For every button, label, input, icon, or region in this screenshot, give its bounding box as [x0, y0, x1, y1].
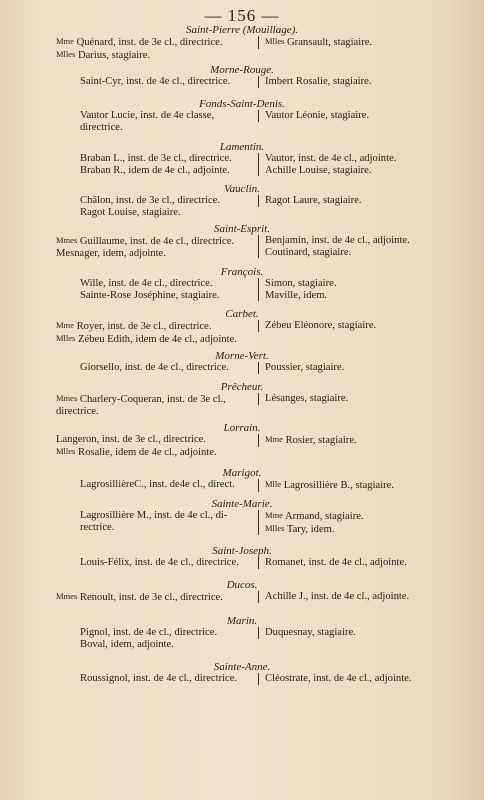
right-column [258, 362, 484, 374]
entry-text: Benjamin, inst. de 4e cl., adjointe. [265, 235, 410, 246]
entry-text: rectrice. [80, 521, 115, 533]
commune-heading: Fonds-Saint-Denis. [199, 98, 285, 110]
entries-row [0, 434, 484, 458]
right-entry [265, 247, 484, 259]
left-entry [56, 406, 258, 418]
commune-heading: Morne-Vert. [215, 350, 269, 362]
left-entry [80, 557, 258, 569]
entry-text: Quénard, inst. de 3e cl., directrice. [76, 37, 223, 48]
entries-row [0, 673, 484, 685]
entry-text: Vautor, inst. de 4e cl., adjointe. [265, 153, 397, 164]
entry-text: Mesnager, idem, adjointe. [56, 247, 166, 259]
commune-heading: Marigot. [222, 467, 262, 479]
entries-row [0, 557, 484, 569]
left-entry [56, 446, 258, 459]
entry-text: Louis-Félix, inst. de 4e cl., directrice. [80, 557, 239, 568]
right-column [258, 510, 484, 535]
entry-text: Sainte-Rose Joséphine, stagiaire. [80, 289, 220, 301]
left-entry [80, 278, 258, 290]
commune-section [0, 498, 484, 535]
commune-section [0, 308, 484, 345]
left-entry [80, 522, 258, 534]
right-entry [265, 36, 484, 49]
left-column [0, 195, 258, 218]
right-column [258, 557, 484, 569]
left-entry [80, 165, 258, 177]
right-entry [265, 393, 484, 405]
left-column [0, 320, 258, 345]
commune-heading: Saint-Joseph. [212, 545, 272, 557]
entry-text: Simon, stagiaire. [265, 278, 337, 289]
entries-row [0, 153, 484, 176]
right-column [258, 591, 484, 603]
entries-row [0, 195, 484, 218]
honorific-prefix: Mme [56, 320, 74, 330]
right-entry [265, 110, 484, 122]
entry-text: Royer, inst. de 3e cl., directrice. [76, 321, 212, 332]
commune-heading: Sainte-Anne. [213, 661, 271, 673]
entry-text: Saint-Cyr, inst. de 4e cl., directrice. [80, 76, 231, 87]
right-entry [265, 290, 484, 302]
entries-row [0, 479, 484, 492]
entries-row [0, 76, 484, 88]
right-entry [265, 320, 484, 332]
right-entry [265, 278, 484, 290]
entry-text: Renoult, inst. de 3e cl., directrice. [79, 592, 223, 603]
left-entry [56, 591, 258, 604]
left-entry [56, 333, 258, 346]
honorific-prefix: Mme [265, 434, 283, 444]
right-entry [265, 235, 484, 247]
entry-text: Achille J., inst. de 4e cl., adjointe. [265, 591, 410, 602]
commune-heading: Lorrain. [223, 422, 261, 434]
commune-heading: Carbet. [225, 308, 259, 320]
honorific-prefix: Mmes [56, 235, 78, 245]
entry-text: LagrosillièreC., inst. de4e cl., direct. [80, 479, 235, 490]
left-entry [80, 110, 258, 122]
commune-section [0, 467, 484, 492]
left-entry [56, 36, 258, 49]
left-column [0, 76, 258, 88]
entry-text: Charlery-Coqueran, inst. de 3e cl., [79, 394, 226, 405]
left-column [0, 673, 258, 685]
entry-text: Coutinard, stagiaire. [265, 246, 352, 258]
entry-text: Darius, stagiaire. [78, 49, 151, 61]
left-column [0, 393, 258, 417]
right-entry [265, 523, 484, 536]
right-entry [265, 76, 484, 88]
left-column [0, 36, 258, 61]
entry-text: Poussier, stagiaire. [265, 362, 345, 373]
commune-section [0, 422, 484, 458]
right-entry [265, 557, 484, 569]
right-entry [265, 434, 484, 447]
commune-section [0, 141, 484, 176]
left-column [0, 510, 258, 533]
commune-section [0, 579, 484, 604]
left-column [0, 434, 258, 458]
entries-row [0, 278, 484, 301]
entry-text: Zébeu Eléonore, stagiaire. [265, 320, 377, 331]
left-entry [80, 673, 258, 685]
left-entry [56, 248, 258, 260]
left-entry [80, 362, 258, 374]
left-entry [56, 393, 258, 406]
right-entry [265, 153, 484, 165]
left-column [0, 627, 258, 650]
commune-heading: Marin. [226, 615, 258, 627]
commune-heading: Vauclin. [224, 183, 260, 195]
left-entry [80, 122, 258, 134]
entry-text: Ragot Louise, stagiaire. [80, 206, 181, 218]
left-entry [80, 479, 258, 491]
entries-row [0, 110, 484, 133]
entry-text: Châlon, inst. de 3e cl., directrice. [80, 195, 221, 206]
left-entry [56, 434, 258, 446]
left-entry [80, 290, 258, 302]
right-column [258, 393, 484, 405]
commune-section [0, 381, 484, 417]
entry-text: Achille Louise, stagiaire. [265, 164, 372, 176]
left-entry [80, 153, 258, 165]
entry-text: Lagrosillière B., stagiaire. [283, 480, 395, 491]
entry-text: Armand, stagiaire. [285, 511, 364, 522]
page-number: — 156 — [204, 6, 280, 25]
right-column [258, 278, 484, 301]
left-column [0, 110, 258, 133]
commune-section [0, 350, 484, 374]
entry-text: Pignol, inst. de 4e cl., directrice. [80, 627, 218, 638]
entry-text: Guillaume, inst. de 4e cl., directrice. [79, 236, 235, 247]
commune-heading: Ducos. [226, 579, 258, 591]
honorific-prefix: Mlles [56, 445, 76, 456]
left-entry [80, 195, 258, 207]
right-column [258, 479, 484, 492]
commune-section [0, 24, 484, 61]
honorific-prefix: Mlle [265, 479, 282, 489]
entry-text: Braban L., inst. de 3e cl., directrice. [80, 153, 232, 164]
entry-text: Giorsello, inst. de 4e cl., directrice. [80, 362, 229, 373]
entry-text: Wille, inst. de 4e cl., directrice. [80, 278, 213, 289]
right-entry [265, 591, 484, 603]
entries-row [0, 362, 484, 374]
right-column [258, 627, 484, 639]
entry-text: Roussignol, inst. de 4e cl., directrice. [80, 673, 238, 684]
right-entry [265, 195, 484, 207]
entry-text: Zébeu Edith, idem de 4e cl., adjointe. [78, 333, 237, 345]
entry-text: Lagrosillière M., inst. de 4e cl., di- [80, 510, 228, 521]
right-entry [265, 627, 484, 639]
right-entry [265, 165, 484, 177]
entry-text: Vautor Lucie, inst. de 4e classe, [80, 110, 215, 121]
left-column [0, 479, 258, 491]
entry-text: Rosier, stagiaire. [285, 435, 357, 446]
commune-heading: Saint-Esprit. [214, 223, 270, 235]
right-column [258, 673, 484, 685]
entry-text: Tary, idem. [286, 523, 335, 535]
entry-text: directrice. [56, 405, 99, 417]
left-entry [80, 510, 258, 522]
left-column [0, 153, 258, 176]
commune-heading: Saint-Pierre (Mouillage). [185, 24, 298, 36]
commune-heading: Lamentin. [219, 141, 265, 153]
entry-text: Rosalie, idem de 4e cl., adjointe. [78, 446, 217, 458]
right-entry [265, 673, 484, 685]
right-column [258, 36, 484, 49]
honorific-prefix: Mlles [56, 332, 76, 343]
left-entry [80, 207, 258, 219]
commune-section [0, 183, 484, 218]
right-column [258, 195, 484, 207]
left-column [0, 557, 258, 569]
entries-row [0, 627, 484, 650]
left-column [0, 235, 258, 259]
commune-section [0, 98, 484, 133]
right-column [258, 320, 484, 332]
entries-row [0, 591, 484, 604]
entry-text: Romanet, inst. de 4e cl., adjointe. [265, 557, 407, 568]
honorific-prefix: Mme [56, 36, 74, 46]
honorific-prefix: Mme [265, 510, 283, 520]
commune-section [0, 266, 484, 301]
right-column [258, 110, 484, 122]
entry-text: directrice. [80, 121, 123, 133]
commune-heading: Sainte-Marie. [211, 498, 273, 510]
left-column [0, 362, 258, 374]
honorific-prefix: Mlles [265, 36, 285, 46]
honorific-prefix: Mlles [56, 48, 76, 59]
entry-text: Cléostrate, inst. de 4e cl., adjointe. [265, 673, 412, 684]
right-entry [265, 362, 484, 374]
commune-section [0, 64, 484, 88]
left-entry [56, 235, 258, 248]
honorific-prefix: Mmes [56, 591, 78, 601]
honorific-prefix: Mlles [265, 522, 285, 533]
entries-row [0, 235, 484, 259]
entry-text: Vautor Léonie, stagiaire. [265, 110, 370, 121]
entry-text: Duquesnay, stagiaire. [265, 627, 356, 638]
right-column [258, 434, 484, 447]
commune-section [0, 661, 484, 685]
right-column [258, 153, 484, 176]
entry-text: Ragot Laure, stagiaire. [265, 195, 362, 206]
left-entry [80, 627, 258, 639]
commune-section [0, 223, 484, 259]
left-entry [56, 320, 258, 333]
entries-row [0, 320, 484, 345]
entry-text: Lésanges, stagiaire. [265, 393, 349, 404]
entry-text: Maville, idem. [265, 289, 328, 301]
entries-row [0, 393, 484, 417]
left-column [0, 278, 258, 301]
left-entry [80, 76, 258, 88]
commune-heading: Morne-Rouge. [210, 64, 274, 76]
commune-section [0, 615, 484, 650]
commune-heading: Prêcheur. [220, 381, 264, 393]
entry-text: Boval, idem, adjointe. [80, 638, 174, 650]
entry-text: Gransault, stagiaire. [287, 37, 373, 48]
entries-row [0, 36, 484, 61]
right-column [258, 235, 484, 258]
left-entry [56, 49, 258, 62]
entries-row [0, 510, 484, 535]
entry-text: Langeron, inst. de 3e cl., directrice. [56, 434, 207, 445]
left-column [0, 591, 258, 604]
right-entry [265, 510, 484, 523]
left-entry [80, 639, 258, 651]
commune-section [0, 545, 484, 569]
entry-text: Braban R., idem de 4e cl., adjointe. [80, 164, 230, 176]
right-entry [265, 479, 484, 492]
entry-text: Imbert Rosalie, stagiaire. [265, 76, 372, 87]
commune-heading: François. [220, 266, 264, 278]
right-column [258, 76, 484, 88]
honorific-prefix: Mmes [56, 393, 78, 403]
